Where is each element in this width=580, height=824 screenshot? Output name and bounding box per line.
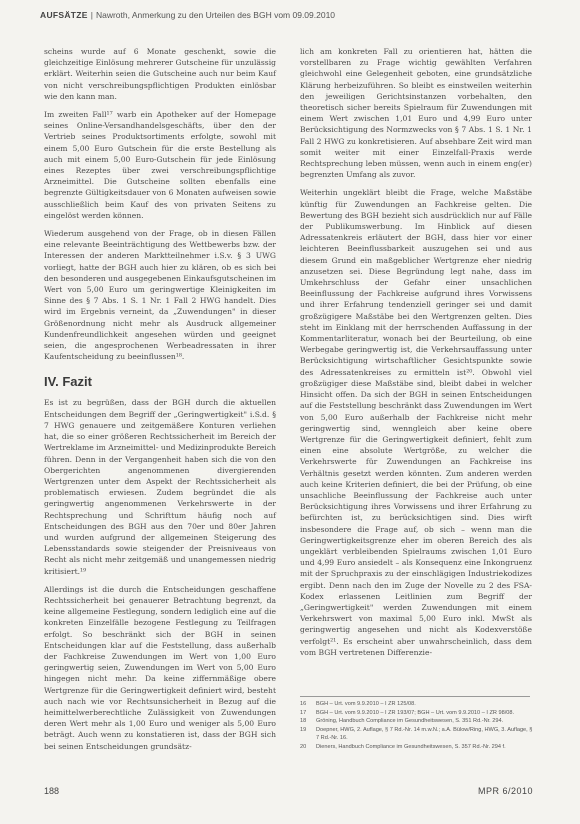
footnote-number: 19	[300, 726, 307, 733]
footnote-text: BGH – Urt. vom 9.9.2010 – I ZR 193/07; BGH – Urt. vom 9.9.2010 – I ZR 98/08.	[316, 709, 515, 716]
footnote	[300, 726, 536, 743]
footnote-divider	[300, 696, 530, 697]
paragraph: Weiterhin ungeklärt bleibt die Frage, welche Maßstäbe künftig für Zuwendungen an Fachkreise gelten. Die Bewertung des BGH bezieht sich ausdrücklich nur auf Fälle der Publikumswerbung. Im Hinblick auf diesen Adressatenkreis erläutert der BGH, dass hier vor einer leichteren Beeinflussbarkeit auszugehen sei und aus diesem Grund ein maßgeblicher Wertgrenze eher niedrig anzusetzen sei. Diese Begründung legt nahe, dass im Umkehrschluss der Gefahr einer unsachlichen Beeinflussung der Fachkreise aufgrund ihres Vorwissens und ihrer Erfahrung tendenziell geringer sei und damit großzügigere Maßstäbe bei den Wertgrenzen gelten. Dies steht im Einklang mit der herrschenden Auffassung in der Kommentarliteratur, wonach bei der Beurteilung, ob eine Werbegabe geringwertig ist, die Verkehrsauffassung unter Berücksichtigung wirtschaftlicher Gesichtspunkte sowie des Adressatenkreises zu ermitteln ist²⁰. Obwohl viel großzügiger diese Maßstäbe sind, bleibt dabei in welcher Hinsicht offen. Da sich der BGH in seinen Entscheidungen auf die Feststellung beschränkt dass Zuwendungen im Wert von 5,00 Euro außerhalb der Fachkreise nicht mehr geringwertig sind, wenngleich aber keine obere Wertgrenze für die Geringwertigkeit definiert, fehlt zum einen eine absolute Wertgröße, zu welcher die Verkehrswerte für Zuwendungen an Fachkreise ins Verhältnis gesetzt werden könnten. Zum anderen werden auch keine Kriterien definiert, die bei der Prüfung, ob eine unsachliche Beeinflussung der Fachkreise auch unter Berücksichtigung ihres Vorwissens und ihrer Erfahrung zu befürchten ist, zu berücksichtigen sind. Dies wirft insbesondere die Frage auf, ob sich – wenn man die Geringwertigkeitsgrenze eher im oberen Bereich des als ungeklärt verbleibenden Spielraums zwischen 1,01 Euro und 4,99 Euro ansiedelt – als Konsequenz eine Inkongruenz mit der Spruchpraxis zu der einschlägigen Industriekodizes ergibt. Denn nach den im Zuge der Novelle zu 2 des FSA-Kodex erlassenen Leitlinien zum Begriff der „Geringwertigkeit" werden Zuwendungen mit einem Verkehrswert von maximal 5,00 Euro inkl. MwSt als geringwertig angesehen und nicht als Kodexverstöße verfolgt²¹. Es erscheint aber unwahrscheinlich, dass dem vom BGH vertretenen Differenzie-	[300, 188, 532, 657]
footnote-text: Dieners, Handbuch Compliance im Gesundheitswesen, S. 357 Rd.-Nr. 294 f.	[316, 743, 506, 750]
footnote	[300, 709, 536, 718]
header-section-label: AUFSÄTZE	[40, 10, 88, 20]
footnote-number: 17	[300, 709, 307, 716]
header-running-title: Nawroth, Anmerkung zu den Urteilen des BGH vom 09.09.2010	[95, 10, 336, 20]
footnote-number: 20	[300, 743, 307, 750]
left-column	[44, 46, 276, 759]
footnote-text: BGH – Urt. vom 9.9.2010 – I ZR 125/08.	[316, 701, 416, 707]
footnote-text: Doepner, HWG, 2. Auflage, § 7 Rd.-Nr. 14 m.w.N.; a.A. Bülow/Ring, HWG, 3. Auflage, § 7 Rd.-Nr. 16.	[316, 726, 533, 742]
footnote	[300, 717, 536, 726]
paragraph: Wiederum ausgehend von der Frage, ob in diesen Fällen eine relevante Beeinträchtigung des Wettbewerbs bzw. der Interessen der anderen Marktteilnehmer i.S.v. § 3 UWG vorliegt, hatte der BGH auch hier zu klären, ob es sich bei den besonderen und ausgegebenen Einkaufsgutscheinen im Wert von 5,00 Euro um geringwertige Kleinigkeiten im Sinne des § 7 Abs. 1 S. 1 Nr. 1 Fall 2 HWG handelt. Dies wird im Ergebnis verneint, da „Zuwendungen" in dieser Größenordnung nicht mehr als Ausdruck allgemeiner Kundenfreundlichkeit angesehen würden und geeignet seien, die angesprochenen Werbeadressaten in ihrer Kaufentscheidung zu beeinflussen¹⁸.	[44, 229, 276, 362]
paragraph: Im zweiten Fall¹⁷ warb ein Apotheker auf der Homepage seines Online-Versandhandelsgeschäfts, über den der Vertrieb seines Produktsortiments erfolgte, sowohl mit einem 5,00 Euro Gutschein für die erste Bestellung als auch mit einem 5,00 Euro-Gutschein für jede Einlösung eines Rezeptes über zwei verschreibungspflichtige Arzneimittel. Die Gutscheine sollten ebenfalls eine begrenzte Gültigkeitsdauer von 6 Monaten aufweisen sowie ausschließlich beim Kauf des von privaten Seitens zu eingelöst werden können.	[44, 110, 276, 220]
footnote-number: 16	[300, 701, 307, 707]
page-number: 188	[44, 786, 60, 796]
paragraph: scheins wurde auf 6 Monate geschenkt, sowie die gleichzeitige Einlösung mehrerer Gutscheine für unzulässig erklärt. Weiterhin seien die Gutscheine auch nur beim Kauf von nicht verschreibungspflichtigen Produkten einlösbar wie den kann man.	[44, 47, 276, 101]
footnote-number: 18	[300, 718, 307, 725]
paragraph: Allerdings ist die durch die Entscheidungen geschaffene Rechtssicherheit bei genauerer Betrachtung begrenzt, da keine allgemeine Festlegung, sondern lediglich eine auf die konkreten Einzelfälle bezogene Festlegung zu Teilfragen erfolgt. So beschränkt sich der BGH in seinen Entscheidungen klar auf die Feststellung, dass außerhalb der Fachkreise Zuwendungen im Wert von 1,00 Euro geringwertig seien, Zuwendungen im Wert von 5,00 Euro hingegen nicht mehr. Da keine ziffernmäßige obere Wertgrenze für die Geringwertigkeit definiert wird, besteht auch nach wie vor Rechtsunsicherheit in Bezug auf die heimittelwerberechtliche Zulässigkeit von Zuwendungen deren Wert mehr als 1,00 Euro und weniger als 5,00 Euro beträgt. Auch wenn zu konstatieren ist, dass der BGH sich bei seinen Entscheidungen grundsätz-	[44, 584, 276, 751]
footnote	[300, 700, 536, 709]
section-heading: IV. Fazit	[44, 374, 92, 390]
footnotes	[300, 700, 536, 752]
journal-issue: MPR 6/2010	[478, 786, 534, 796]
paragraph: lich am konkreten Fall zu orientieren hat, hätten die vorstellbaren zu Frage wichtig gewählten Verfahren gleichwohl eine Gelegenheit geboten, eine grundsätzliche Klärung herbeizuführen. So bleibt es einstweilen weiterhin den jeweiligen Gerichtsinstanzen vorbehalten, den theoretisch sicher bereits Spielraum für Zuwendungen mit einem Wert zwischen 1,01 Euro und 4,99 Euro unter Berücksichtigung des Normzwecks von § 7 Abs. 1 S. 1 Nr. 1 Fall 2 HWG zu konkretisieren. Auf absehbare Zeit wird man somit weiter mit einer Einzelfall-Praxis werde Rechtsprechung leben müssen, wenn auch in einem eng(er) begrenzten Umfang als zuvor.	[300, 47, 532, 180]
footnote	[300, 743, 536, 752]
running-header	[40, 10, 540, 20]
footnote-text: Gröning, Handbuch Compliance im Gesundheitswesen, S. 351 Rd.-Nr. 294.	[316, 718, 504, 725]
header-separator: |	[90, 10, 93, 20]
right-column	[300, 46, 532, 665]
paragraph: Es ist zu begrüßen, dass der BGH durch die aktuellen Entscheidungen dem Begriff der „Geringwertigkeit" i.S.d. § 7 HWG genauere und zeitgemäßere Konturen verliehen hat, die so einer größeren Rechtssicherheit im Bereich der Wertreklame im Arzneimittel- und Medizinprodukte Bereich führen. Denn in der Vergangenheit haben sich die von den Obergerichten angenommenen divergierenden Wertgrenzen unter dem Aspekt der Rechtssicherheit als problematisch erwiesen. Zudem begründet die als geringwertig angenommenen Verkehrswerte in der Rechtsprechung und Schrifttum häufig noch auf Entscheidungen des BGH aus den 70er und 80er Jahren und wurden aufgrund der allgemeinen Steigerung des Lebensstandards sowie steigender der Preisniveaus von Recht als nicht mehr zeitgemäß und unangemessen niedrig kritisiert.¹⁹	[44, 398, 276, 576]
